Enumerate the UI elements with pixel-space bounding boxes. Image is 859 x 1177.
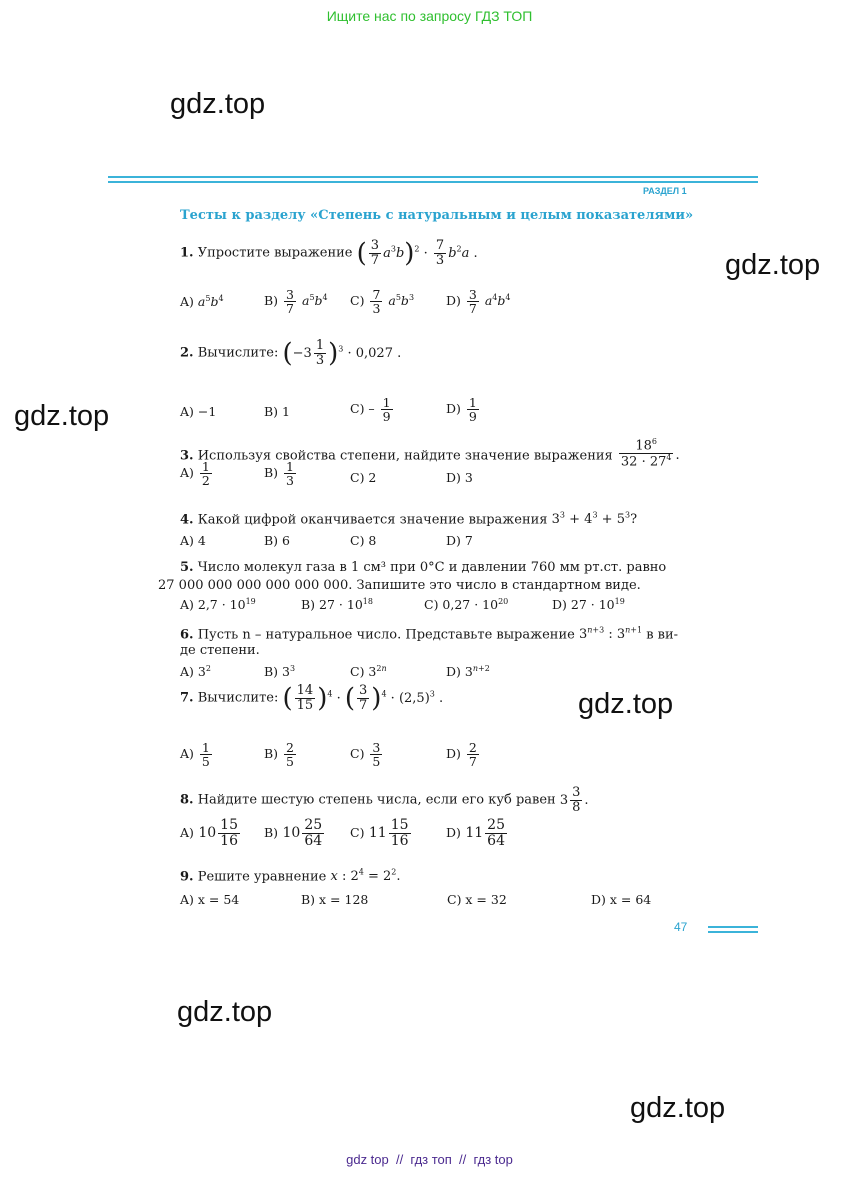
option-a[interactable]: A) $3^2$ [180,664,211,680]
option-c[interactable]: C) x = 32 [447,892,507,907]
page-number: 47 [674,920,688,934]
watermark: gdz.top [177,996,273,1028]
option-c[interactable]: C) $\frac{3}{5}$ [350,740,381,770]
question-1 [180,238,478,268]
question-6: 6. Пусть n – натуральное число. Представьте выражение $3^{n+3}$ : $3^{n+1}$ в ви- [180,626,679,643]
answer-options-7 [180,741,580,779]
watermark: gdz.top [14,400,110,432]
watermark: gdz.top [578,688,674,720]
question-number: 1. [180,245,194,261]
question-text: Пусть n – натуральное число. Представьте выражение [197,627,575,643]
expression: $3^3 + 4^3 + 5^3$? [551,511,638,528]
expression: x : $2^4 = 2^2$. [330,868,401,885]
question-text: Используя свойства степени, найдите значение выражения [197,448,613,464]
question-text: Какой цифрой оканчивается значение выражения [197,512,548,528]
header-rule [108,176,758,178]
option-c[interactable]: C) 8 [350,533,377,548]
question-number: 5. [180,560,194,575]
question-6-line-2: де степени. [180,643,260,658]
answer-options-3 [180,460,580,498]
question-text: Вычислите: [197,690,279,706]
question-9 [180,868,401,884]
question-4 [180,511,637,527]
option-b[interactable]: B) $\frac{2}{5}$ [264,740,294,770]
question-number: 7. [180,690,194,706]
expression: (−3 $\frac{1}{3}$ )$^3$ · 0,027 . [282,337,402,368]
option-d[interactable]: D) $\frac{2}{7}$ [446,740,477,770]
option-d[interactable]: D) 3 [446,470,473,485]
question-text: Число молекул газа в 1 см³ при 0°C и давлении 760 мм рт.ст. равно [197,560,667,575]
option-a[interactable]: A) $a^5b^4$ [180,294,224,310]
question-text: Решите уравнение [197,869,327,885]
question-8 [180,786,589,814]
question-number: 3. [180,448,194,464]
option-b[interactable]: B) $27 \cdot 10^{18}$ [301,597,373,613]
option-b[interactable]: B) $\frac{3}{7}$ $a^5b^4$ [264,287,328,317]
expression: $3^{n+3}$ : $3^{n+1}$ [578,626,643,643]
option-d[interactable]: D) $\frac{3}{7}$ $a^4b^4$ [446,287,511,317]
question-number: 8. [180,792,194,808]
expression: 3 $\frac{3}{8}$ . [559,785,589,815]
option-b[interactable]: B) 10 $\frac{25}{64}$ [264,817,323,849]
question-number: 6. [180,627,194,643]
option-a[interactable]: A) 10 $\frac{15}{16}$ [180,817,238,849]
answer-options-4 [180,533,580,551]
watermark: gdz.top [725,249,821,281]
section-label: РАЗДЕЛ 1 [643,186,687,196]
option-c[interactable]: C) $3^{2n}$ [350,664,387,680]
question-5 [180,560,666,575]
option-a[interactable]: A) x = 54 [180,892,240,907]
option-a[interactable]: A) $\frac{1}{5}$ [180,740,210,770]
option-b[interactable]: B) x = 128 [301,892,369,907]
option-d[interactable]: D) 11 $\frac{25}{64}$ [446,817,505,849]
header-rule [108,181,758,183]
answer-options-8 [180,818,580,856]
question-text: Упростите выражение [197,245,353,261]
question-5-line-2: 27 000 000 000 000 000 000. Запишите это число в стандартном виде. [158,578,641,593]
answer-options-6 [180,664,580,682]
option-d[interactable]: D) $27 \cdot 10^{19}$ [552,597,625,613]
page-title: Тесты к разделу «Степень с натуральным и целым показателями» [180,208,694,223]
answer-options-9 [180,892,680,910]
watermark: gdz.top [630,1092,726,1124]
question-7 [180,683,443,713]
footer-links: gdz top // гдз топ // гдз top [346,1152,513,1167]
expression: ( $\frac{3}{7}$ $a^3b)^2$ · $\frac{7}{3}$ $b^2a$ . [356,237,478,268]
footer-rule [708,926,758,928]
option-d[interactable]: D) x = 64 [591,892,652,907]
question-text: Найдите шестую степень числа, если его куб равен [197,792,556,808]
expression: $\frac{18^6}{32 \cdot 27^4}$ . [620,437,680,470]
top-banner: Ищите нас по запросу ГДЗ ТОП [326,8,533,24]
option-c[interactable]: C) 2 [350,470,377,485]
question-number: 2. [180,345,194,361]
option-a[interactable]: A) −1 [180,404,217,419]
footer-rule [708,931,758,933]
option-c[interactable]: C) $\frac{7}{3}$ $a^5b^3$ [350,287,415,317]
option-a[interactable]: A) 4 [180,533,206,548]
option-c[interactable]: C) 11 $\frac{15}{16}$ [350,817,409,849]
option-b[interactable]: B) 1 [264,404,290,419]
option-c[interactable]: C) – $\frac{1}{9}$ [350,395,391,425]
question-number: 9. [180,869,194,885]
option-a[interactable]: A) $\frac{1}{2}$ [180,459,210,489]
option-d[interactable]: D) $3^{n+2}$ [446,664,490,680]
question-text: Вычислите: [197,345,279,361]
answer-options-2 [180,396,580,432]
question-2 [180,338,401,368]
answer-options-5 [180,597,680,615]
option-b[interactable]: B) 6 [264,533,290,548]
option-c[interactable]: C) $0,27 \cdot 10^{20}$ [424,597,509,613]
option-b[interactable]: B) $\frac{1}{3}$ [264,459,294,489]
watermark: gdz.top [170,88,266,120]
expression: ( $\frac{14}{15}$ )$^4$ · ( $\frac{3}{7}$ )$^4 \cdot (2,5)^3$ . [282,682,444,713]
question-number: 4. [180,512,194,528]
option-d[interactable]: D) $\frac{1}{9}$ [446,395,477,425]
option-d[interactable]: D) 7 [446,533,473,548]
option-a[interactable]: A) $2,7 \cdot 10^{19}$ [180,597,256,613]
option-b[interactable]: B) $3^3$ [264,664,296,680]
